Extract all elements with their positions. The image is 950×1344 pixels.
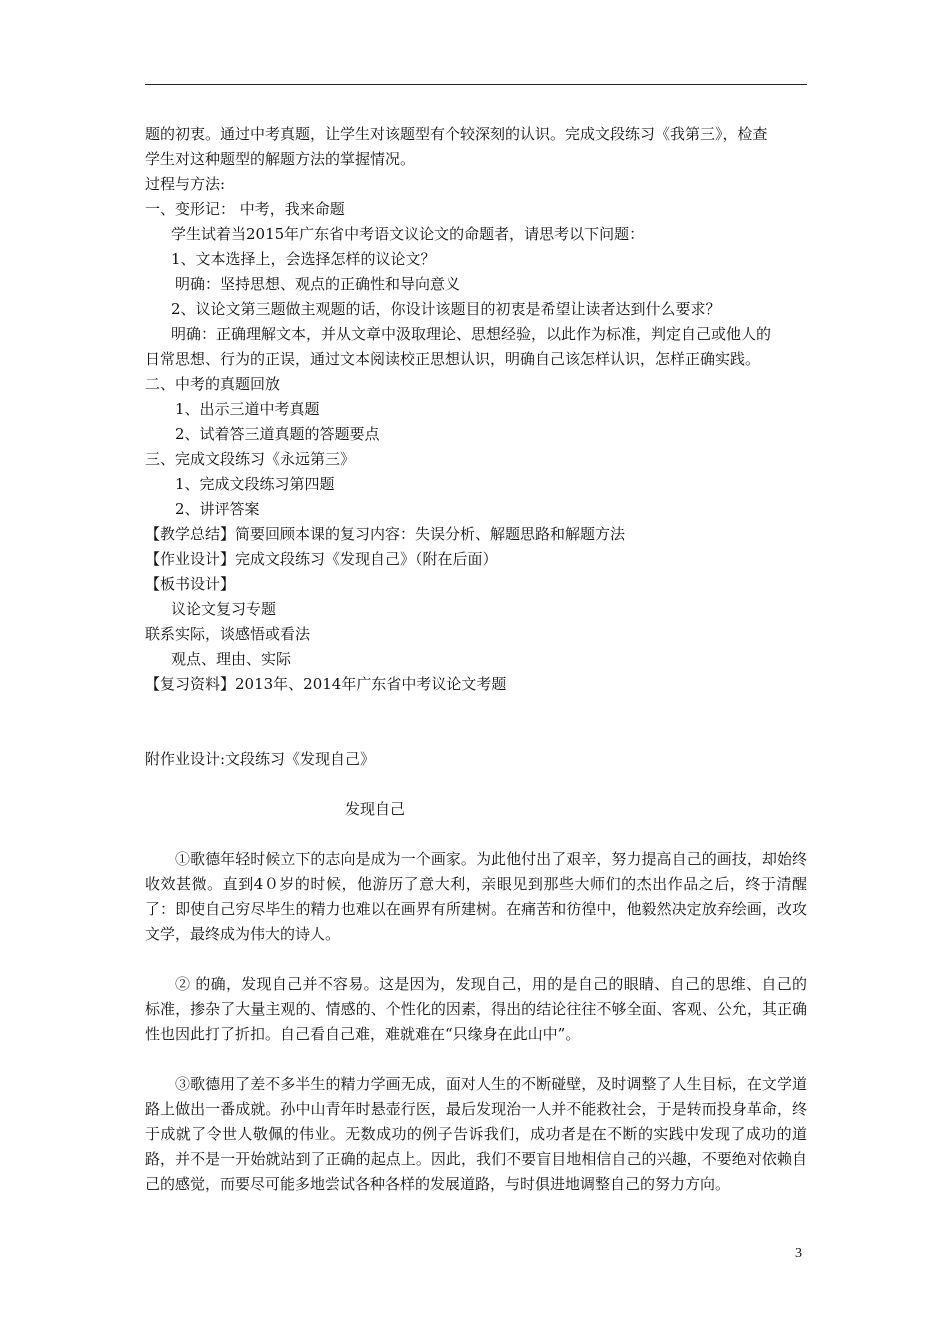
essay-paragraph-3: ③歌德用了差不多半生的精力学画无成，面对人生的不断碰壁，及时调整了人生目标，在文学道路上做出一番成就。孙中山青年时悬壶行医，最后发现治一人并不能救社会，于是转而投身革命，终于成就了令世人敬佩的伟业。无数成功的例子告诉我们，成功者是在不断的实践中发现了成功的道路，并不是一开始就站到了正确的起点上。因此，我们不要盲目地相信自己的兴趣，不要绝对依赖自己的感觉，而要尽可能多地尝试各种各样的发展道路，与时俱进地调整自己的努力方向。 — [145, 1075, 807, 1193]
text-line: 明确：正确理解文本，并从文章中汲取理论、思想经验，以此作为标准，判定自己或他人的 — [171, 325, 772, 343]
text-line: 明确：坚持思想、观点的正确性和导向意义 — [175, 275, 461, 293]
text-line: 学生对这种题型的解题方法的掌握情况。 — [145, 150, 416, 168]
text-line: 学生试着当2015年广东省中考语文议论文的命题者，请思考以下问题： — [171, 225, 645, 243]
list-item: 2、讲评答案 — [175, 500, 260, 518]
section-heading: 一、变形记： 中考，我来命题 — [145, 200, 345, 218]
header-rule — [145, 84, 807, 85]
list-item: 1、完成文段练习第四题 — [175, 475, 335, 493]
board-design-label: 【板书设计】 — [145, 575, 236, 593]
board-design-title: 议论文复习专题 — [171, 600, 277, 618]
board-design-line: 联系实际，谈感悟或看法 — [145, 625, 311, 643]
board-design-line: 观点、理由、实际 — [171, 650, 292, 668]
list-item: 2、议论文第三题做主观题的话，你设计该题目的初衷是希望让读者达到什么要求？ — [171, 300, 721, 318]
essay-paragraph-1: ①歌德年轻时候立下的志向是成为一个画家。为此他付出了艰辛，努力提高自己的画技，却始终收效甚微。直到4０岁的时候，他游历了意大利，亲眼见到那些大师们的杰出作品之后，终于清醒了：即使自己穷尽毕生的精力也难以在画界有所建树。在痛苦和彷徨中，他毅然决定放弃绘画，改攻文学，最终成为伟大的诗人。 — [145, 850, 807, 943]
essay-title: 发现自己 — [345, 800, 406, 818]
appendix-heading: 附作业设计:文段练习《发现自己》 — [145, 750, 376, 768]
page-number: 3 — [795, 1246, 802, 1261]
list-item: 2、试着答三道真题的答题要点 — [175, 425, 380, 443]
document-body — [145, 122, 807, 1197]
list-item: 1、出示三道中考真题 — [175, 400, 320, 418]
section-heading: 三、完成文段练习《永远第三》 — [145, 450, 356, 468]
section-heading: 二、中考的真题回放 — [145, 375, 281, 393]
text-line: 题的初衷。通过中考真题，让学生对该题型有个较深刻的认识。完成文段练习《我第三》，检查 — [145, 125, 768, 143]
summary-line: 【教学总结】简要回顾本课的复习内容：失误分析、解题思路和解题方法 — [145, 525, 626, 543]
list-item: 1、文本选择上，会选择怎样的议论文？ — [171, 250, 436, 268]
text-line: 日常思想、行为的正误，通过文本阅读校正思想认识，明确自己该怎样认识，怎样正确实践。 — [145, 350, 761, 368]
homework-line: 【作业设计】完成文段练习《发现自己》（附在后面） — [145, 550, 498, 568]
review-materials-line: 【复习资料】2013年、2014年广东省中考议论文考题 — [145, 675, 507, 693]
section-label: 过程与方法: — [145, 175, 226, 193]
essay-paragraph-2: ② 的确，发现自己并不容易。这是因为，发现自己，用的是自己的眼睛、自己的思维、自己的标准，掺杂了大量主观的、情感的、个性化的因素，得出的结论往往不够全面、客观、公允，其正确性也因此打了折扣。自己看自己难，难就难在“只缘身在此山中”。 — [145, 975, 807, 1043]
